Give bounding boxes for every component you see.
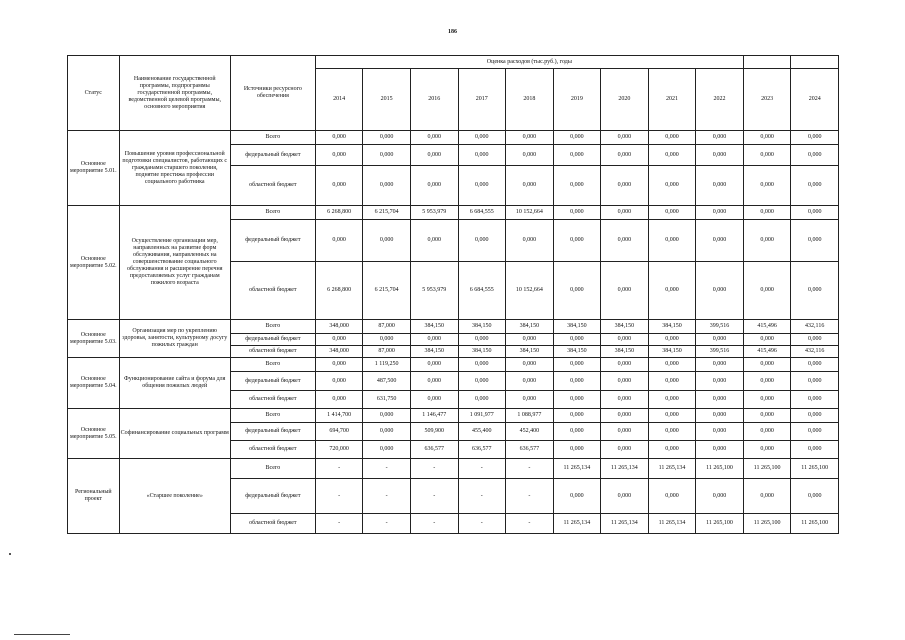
group-name: Повышение уровня профессиональной подготовки специалистов, работающих с гражданами старшего поколения, поднятие престижа профессии социального работника xyxy=(119,131,230,206)
header-blank-cell xyxy=(791,56,839,69)
amount-cell: 0,000 xyxy=(696,409,744,423)
amount-cell: - xyxy=(506,479,554,514)
amount-cell: 0,000 xyxy=(410,391,458,409)
amount-cell: 0,000 xyxy=(553,262,601,320)
amount-cell: 0,000 xyxy=(410,220,458,262)
funding-source: областной бюджет xyxy=(230,346,315,358)
amount-cell: 452,400 xyxy=(506,423,554,441)
year-header: 2018 xyxy=(506,69,554,131)
amount-cell: 0,000 xyxy=(743,166,791,206)
year-header: 2017 xyxy=(458,69,506,131)
amount-cell: 5 953,979 xyxy=(410,206,458,220)
amount-cell: 0,000 xyxy=(648,441,696,459)
table-row xyxy=(68,131,839,145)
amount-cell: 1 414,700 xyxy=(315,409,363,423)
amount-cell: 6 684,555 xyxy=(458,206,506,220)
amount-cell: 0,000 xyxy=(458,220,506,262)
amount-cell: 0,000 xyxy=(315,145,363,166)
amount-cell: 0,000 xyxy=(648,334,696,346)
amount-cell: 415,496 xyxy=(743,320,791,334)
amount-cell: 0,000 xyxy=(743,262,791,320)
header-status: Статус xyxy=(68,56,120,131)
amount-cell: 0,000 xyxy=(648,262,696,320)
amount-cell: - xyxy=(315,479,363,514)
amount-cell: 384,150 xyxy=(506,346,554,358)
group-status: Основное мероприятие 5.02. xyxy=(68,206,120,320)
header-blank-cell xyxy=(743,56,791,69)
amount-cell: - xyxy=(506,459,554,479)
group-status: Основное мероприятие 5.04. xyxy=(68,358,120,409)
amount-cell: 0,000 xyxy=(315,166,363,206)
funding-source: федеральный бюджет xyxy=(230,334,315,346)
amount-cell: 0,000 xyxy=(506,145,554,166)
amount-cell: 384,150 xyxy=(553,320,601,334)
amount-cell: 0,000 xyxy=(315,358,363,372)
amount-cell: 0,000 xyxy=(696,131,744,145)
amount-cell: 0,000 xyxy=(506,372,554,391)
amount-cell: - xyxy=(363,459,411,479)
funding-source: Всего xyxy=(230,409,315,423)
amount-cell: 0,000 xyxy=(363,131,411,145)
amount-cell: 0,000 xyxy=(743,441,791,459)
amount-cell: 10 152,664 xyxy=(506,262,554,320)
group-name: Организация мер по укреплению здоровья, занятости, культурному досугу пожилых граждан xyxy=(119,320,230,358)
amount-cell: 384,150 xyxy=(458,346,506,358)
amount-cell: 0,000 xyxy=(791,423,839,441)
amount-cell: 0,000 xyxy=(506,358,554,372)
year-header: 2016 xyxy=(410,69,458,131)
amount-cell: 384,150 xyxy=(410,320,458,334)
year-header: 2015 xyxy=(363,69,411,131)
amount-cell: 0,000 xyxy=(458,358,506,372)
amount-cell: 0,000 xyxy=(791,131,839,145)
amount-cell: 1 088,977 xyxy=(506,409,554,423)
amount-cell: 636,577 xyxy=(458,441,506,459)
amount-cell: 0,000 xyxy=(410,131,458,145)
amount-cell: 0,000 xyxy=(648,479,696,514)
amount-cell: 0,000 xyxy=(458,372,506,391)
year-header: 2019 xyxy=(553,69,601,131)
amount-cell: 0,000 xyxy=(315,131,363,145)
amount-cell: 11 265,134 xyxy=(601,459,649,479)
amount-cell: 0,000 xyxy=(363,334,411,346)
amount-cell: 384,150 xyxy=(601,320,649,334)
funding-source: Всего xyxy=(230,320,315,334)
amount-cell: 0,000 xyxy=(410,166,458,206)
amount-cell: 0,000 xyxy=(601,423,649,441)
amount-cell: 0,000 xyxy=(648,372,696,391)
funding-source: Всего xyxy=(230,459,315,479)
year-header: 2021 xyxy=(648,69,696,131)
amount-cell: 0,000 xyxy=(791,358,839,372)
group-status: Основное мероприятие 5.01. xyxy=(68,131,120,206)
amount-cell: 0,000 xyxy=(743,358,791,372)
amount-cell: 0,000 xyxy=(791,441,839,459)
amount-cell: 0,000 xyxy=(791,166,839,206)
amount-cell: 0,000 xyxy=(506,131,554,145)
amount-cell: 0,000 xyxy=(315,372,363,391)
year-header: 2020 xyxy=(601,69,649,131)
funding-source: областной бюджет xyxy=(230,391,315,409)
amount-cell: 0,000 xyxy=(506,334,554,346)
amount-cell: 384,150 xyxy=(648,320,696,334)
amount-cell: 0,000 xyxy=(791,334,839,346)
amount-cell: 0,000 xyxy=(553,145,601,166)
group-name: Осуществление организации мер, направленных на развитие форм обслуживания, направленных на совершенствование социального обслуживания и расширение перечня предоставляемых услуг гражданам пожилого возраста xyxy=(119,206,230,320)
amount-cell: 0,000 xyxy=(553,391,601,409)
amount-cell: - xyxy=(363,479,411,514)
amount-cell: 487,500 xyxy=(363,372,411,391)
group-name: Функционирование сайта и форума для общения пожилых людей xyxy=(119,358,230,409)
amount-cell: 0,000 xyxy=(601,334,649,346)
amount-cell: 0,000 xyxy=(648,206,696,220)
group-status: Региональный проект xyxy=(68,459,120,534)
amount-cell: 0,000 xyxy=(648,145,696,166)
year-header: 2014 xyxy=(315,69,363,131)
amount-cell: 0,000 xyxy=(553,479,601,514)
amount-cell: 0,000 xyxy=(696,334,744,346)
amount-cell: 0,000 xyxy=(743,423,791,441)
header-name: Наименование государственной программы, подпрограммы государственной программы, ведомственной целевой программы, основного мероприятия xyxy=(119,56,230,131)
amount-cell: 6 268,800 xyxy=(315,206,363,220)
amount-cell: 11 265,100 xyxy=(791,459,839,479)
amount-cell: 0,000 xyxy=(791,479,839,514)
amount-cell: 0,000 xyxy=(601,479,649,514)
funding-source: областной бюджет xyxy=(230,166,315,206)
group-name: Софинансирование социальных программ xyxy=(119,409,230,459)
amount-cell: - xyxy=(315,459,363,479)
table-row xyxy=(68,358,839,372)
amount-cell: 0,000 xyxy=(601,166,649,206)
amount-cell: 636,577 xyxy=(410,441,458,459)
amount-cell: 0,000 xyxy=(553,409,601,423)
header-sources: Источники ресурсного обеспечения xyxy=(230,56,315,131)
amount-cell: 0,000 xyxy=(315,391,363,409)
amount-cell: - xyxy=(363,514,411,534)
amount-cell: 384,150 xyxy=(458,320,506,334)
funding-source: Всего xyxy=(230,206,315,220)
funding-source: федеральный бюджет xyxy=(230,479,315,514)
amount-cell: 0,000 xyxy=(696,423,744,441)
table-row xyxy=(68,459,839,479)
amount-cell: 0,000 xyxy=(601,206,649,220)
footnote-rule xyxy=(14,634,70,635)
amount-cell: - xyxy=(410,514,458,534)
amount-cell: 5 953,979 xyxy=(410,262,458,320)
group-status: Основное мероприятие 5.05. xyxy=(68,409,120,459)
amount-cell: 0,000 xyxy=(791,372,839,391)
amount-cell: 384,150 xyxy=(601,346,649,358)
amount-cell: 0,000 xyxy=(743,131,791,145)
scan-mark xyxy=(9,553,11,555)
amount-cell: 0,000 xyxy=(458,391,506,409)
amount-cell: 0,000 xyxy=(648,220,696,262)
amount-cell: 0,000 xyxy=(363,220,411,262)
amount-cell: 399,516 xyxy=(696,320,744,334)
amount-cell: 694,700 xyxy=(315,423,363,441)
amount-cell: 0,000 xyxy=(601,372,649,391)
amount-cell: 6 215,704 xyxy=(363,262,411,320)
amount-cell: - xyxy=(410,479,458,514)
funding-source: областной бюджет xyxy=(230,441,315,459)
amount-cell: 11 265,134 xyxy=(601,514,649,534)
amount-cell: 0,000 xyxy=(410,372,458,391)
amount-cell: 0,000 xyxy=(791,391,839,409)
amount-cell: 0,000 xyxy=(696,220,744,262)
amount-cell: 0,000 xyxy=(743,334,791,346)
amount-cell: 0,000 xyxy=(648,358,696,372)
funding-source: федеральный бюджет xyxy=(230,145,315,166)
amount-cell: 11 265,100 xyxy=(696,459,744,479)
amount-cell: 384,150 xyxy=(648,346,696,358)
amount-cell: 0,000 xyxy=(743,391,791,409)
amount-cell: 0,000 xyxy=(696,262,744,320)
budget-table xyxy=(67,55,839,534)
amount-cell: 11 265,134 xyxy=(553,459,601,479)
amount-cell: 6 684,555 xyxy=(458,262,506,320)
amount-cell: 348,000 xyxy=(315,346,363,358)
amount-cell: 0,000 xyxy=(506,166,554,206)
amount-cell: - xyxy=(458,459,506,479)
amount-cell: 0,000 xyxy=(410,145,458,166)
amount-cell: 11 265,134 xyxy=(553,514,601,534)
amount-cell: 432,116 xyxy=(791,320,839,334)
amount-cell: 0,000 xyxy=(601,358,649,372)
amount-cell: 384,150 xyxy=(410,346,458,358)
amount-cell: 0,000 xyxy=(458,166,506,206)
amount-cell: 415,496 xyxy=(743,346,791,358)
amount-cell: 0,000 xyxy=(791,145,839,166)
amount-cell: 1 146,477 xyxy=(410,409,458,423)
amount-cell: 0,000 xyxy=(601,262,649,320)
funding-source: федеральный бюджет xyxy=(230,372,315,391)
amount-cell: 0,000 xyxy=(601,220,649,262)
amount-cell: 0,000 xyxy=(743,479,791,514)
amount-cell: 0,000 xyxy=(553,334,601,346)
amount-cell: 0,000 xyxy=(458,131,506,145)
table-row xyxy=(68,320,839,334)
amount-cell: 631,750 xyxy=(363,391,411,409)
funding-source: областной бюджет xyxy=(230,262,315,320)
year-header: 2022 xyxy=(696,69,744,131)
amount-cell: 0,000 xyxy=(696,166,744,206)
amount-cell: 0,000 xyxy=(363,441,411,459)
amount-cell: 11 265,100 xyxy=(743,459,791,479)
amount-cell: 11 265,100 xyxy=(743,514,791,534)
amount-cell: 0,000 xyxy=(363,423,411,441)
amount-cell: 0,000 xyxy=(696,391,744,409)
header-estimate: Оценка расходов (тыс.руб.), годы xyxy=(315,56,743,69)
amount-cell: 0,000 xyxy=(363,145,411,166)
amount-cell: 0,000 xyxy=(553,423,601,441)
amount-cell: 0,000 xyxy=(696,372,744,391)
amount-cell: 0,000 xyxy=(553,166,601,206)
amount-cell: 0,000 xyxy=(363,409,411,423)
amount-cell: - xyxy=(315,514,363,534)
amount-cell: 0,000 xyxy=(553,131,601,145)
amount-cell: 0,000 xyxy=(648,166,696,206)
amount-cell: 0,000 xyxy=(791,409,839,423)
amount-cell: 0,000 xyxy=(601,391,649,409)
amount-cell: 509,900 xyxy=(410,423,458,441)
amount-cell: 0,000 xyxy=(458,334,506,346)
amount-cell: 348,000 xyxy=(315,320,363,334)
amount-cell: 0,000 xyxy=(363,166,411,206)
funding-source: федеральный бюджет xyxy=(230,220,315,262)
amount-cell: 10 152,664 xyxy=(506,206,554,220)
amount-cell: 0,000 xyxy=(553,372,601,391)
amount-cell: 11 265,134 xyxy=(648,459,696,479)
table-row xyxy=(68,409,839,423)
amount-cell: 0,000 xyxy=(601,409,649,423)
amount-cell: 0,000 xyxy=(696,479,744,514)
amount-cell: 432,116 xyxy=(791,346,839,358)
amount-cell: 384,150 xyxy=(506,320,554,334)
amount-cell: 0,000 xyxy=(648,391,696,409)
amount-cell: 0,000 xyxy=(410,334,458,346)
amount-cell: 0,000 xyxy=(696,145,744,166)
amount-cell: 0,000 xyxy=(648,409,696,423)
year-header: 2024 xyxy=(791,69,839,131)
amount-cell: 0,000 xyxy=(506,391,554,409)
amount-cell: 0,000 xyxy=(743,220,791,262)
page-number: 186 xyxy=(448,29,457,35)
amount-cell: 0,000 xyxy=(553,441,601,459)
amount-cell: 0,000 xyxy=(553,206,601,220)
amount-cell: 0,000 xyxy=(648,131,696,145)
amount-cell: 0,000 xyxy=(601,145,649,166)
amount-cell: - xyxy=(458,514,506,534)
amount-cell: 0,000 xyxy=(696,441,744,459)
amount-cell: 11 265,100 xyxy=(791,514,839,534)
amount-cell: 720,000 xyxy=(315,441,363,459)
amount-cell: 0,000 xyxy=(696,206,744,220)
amount-cell: 384,150 xyxy=(553,346,601,358)
amount-cell: 87,000 xyxy=(363,346,411,358)
amount-cell: 6 215,704 xyxy=(363,206,411,220)
amount-cell: 1 119,250 xyxy=(363,358,411,372)
amount-cell: 0,000 xyxy=(648,423,696,441)
amount-cell: 0,000 xyxy=(743,206,791,220)
amount-cell: 399,516 xyxy=(696,346,744,358)
amount-cell: 0,000 xyxy=(315,334,363,346)
amount-cell: 0,000 xyxy=(743,372,791,391)
amount-cell: - xyxy=(506,514,554,534)
amount-cell: 0,000 xyxy=(743,409,791,423)
amount-cell: 0,000 xyxy=(506,220,554,262)
amount-cell: 0,000 xyxy=(791,206,839,220)
funding-source: областной бюджет xyxy=(230,514,315,534)
funding-source: федеральный бюджет xyxy=(230,423,315,441)
amount-cell: 0,000 xyxy=(458,145,506,166)
funding-source: Всего xyxy=(230,358,315,372)
table-row xyxy=(68,206,839,220)
amount-cell: 1 091,977 xyxy=(458,409,506,423)
amount-cell: 0,000 xyxy=(791,262,839,320)
amount-cell: 0,000 xyxy=(315,220,363,262)
amount-cell: 0,000 xyxy=(553,220,601,262)
amount-cell: 0,000 xyxy=(696,358,744,372)
amount-cell: 0,000 xyxy=(553,358,601,372)
group-name: «Старшее поколение» xyxy=(119,459,230,534)
amount-cell: 0,000 xyxy=(601,441,649,459)
amount-cell: 636,577 xyxy=(506,441,554,459)
amount-cell: 11 265,100 xyxy=(696,514,744,534)
amount-cell: 0,000 xyxy=(601,131,649,145)
amount-cell: 11 265,134 xyxy=(648,514,696,534)
funding-source: Всего xyxy=(230,131,315,145)
amount-cell: 455,400 xyxy=(458,423,506,441)
amount-cell: 0,000 xyxy=(410,358,458,372)
amount-cell: 87,000 xyxy=(363,320,411,334)
amount-cell: - xyxy=(458,479,506,514)
amount-cell: - xyxy=(410,459,458,479)
amount-cell: 6 268,800 xyxy=(315,262,363,320)
amount-cell: 0,000 xyxy=(791,220,839,262)
year-header: 2023 xyxy=(743,69,791,131)
amount-cell: 0,000 xyxy=(743,145,791,166)
group-status: Основное мероприятие 5.03. xyxy=(68,320,120,358)
